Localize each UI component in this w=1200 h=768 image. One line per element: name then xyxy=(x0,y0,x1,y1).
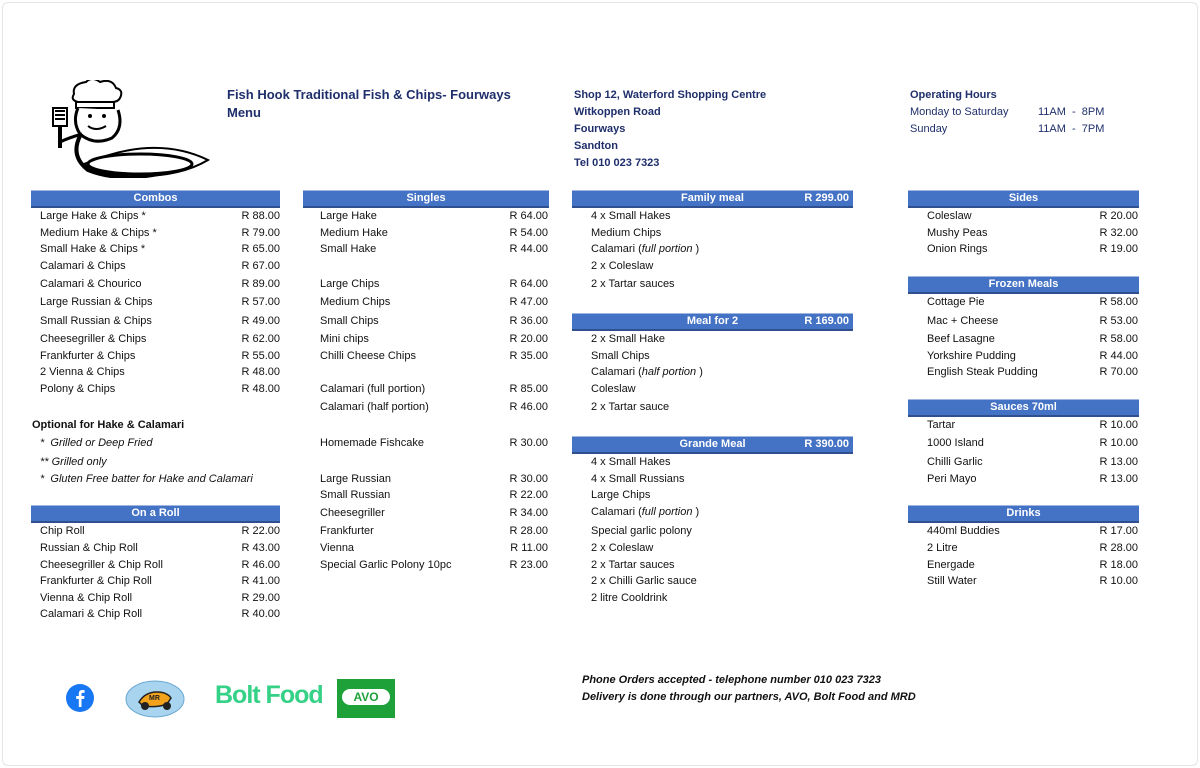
phone-line: Tel 010 023 7323 xyxy=(574,157,660,169)
meal-item: 2 x Tartar sauce xyxy=(591,401,670,413)
facebook-icon[interactable] xyxy=(65,683,95,713)
meal-item: 4 x Small Hakes xyxy=(591,456,671,468)
meal-item: 2 x Small Hake xyxy=(591,333,665,345)
hours-time: 11AM - 8PM xyxy=(1038,106,1105,118)
restaurant-header xyxy=(227,86,511,122)
menu-subtitle: Menu xyxy=(227,105,261,120)
address-line: Witkoppen Road xyxy=(574,106,661,118)
bolt-food-logo[interactable] xyxy=(215,681,323,710)
meal-item: Special garlic polony xyxy=(591,525,692,537)
singles-header: Singles xyxy=(303,190,549,206)
restaurant-title: Fish Hook Traditional Fish & Chips- Fourways xyxy=(227,87,511,102)
svg-text:MR: MR xyxy=(149,695,160,702)
meal-item: 2 x Coleslaw xyxy=(591,542,654,554)
address-line: Shop 12, Waterford Shopping Centre xyxy=(574,89,767,101)
meal-for-2-header: Meal for 2 R 169.00 xyxy=(572,313,853,329)
sauces-header: Sauces 70ml xyxy=(908,399,1139,415)
meal-item: Coleslaw xyxy=(591,383,636,395)
sides-header: Sides xyxy=(908,190,1139,206)
mrd-logo[interactable] xyxy=(125,680,185,718)
meal-item: Large Chips xyxy=(591,489,651,501)
meal-item: 2 x Chilli Garlic sauce xyxy=(591,575,697,587)
drinks-header: Drinks xyxy=(908,505,1139,521)
hours-days: Sunday xyxy=(910,123,948,135)
hours-days: Monday to Saturday xyxy=(910,106,1009,118)
address-line: Sandton xyxy=(574,140,618,152)
optional-title: Optional for Hake & Calamari xyxy=(32,419,185,431)
meal-item: 2 x Coleslaw xyxy=(591,260,654,272)
meal-item: Calamari (half portion ) xyxy=(591,366,703,378)
chef-fish-logo xyxy=(48,80,210,178)
avo-logo[interactable] xyxy=(337,679,395,718)
frozen-meals-header: Frozen Meals xyxy=(908,276,1139,292)
bolt-food-text: Bolt Food xyxy=(215,681,323,709)
address-block xyxy=(574,87,766,172)
address-line: Fourways xyxy=(574,123,626,135)
avo-text: AVO xyxy=(342,689,390,705)
optional-note: * Gluten Free batter for Hake and Calamari xyxy=(40,473,253,485)
meal-item: 4 x Small Russians xyxy=(591,473,685,485)
on-a-roll-header: On a Roll xyxy=(31,505,280,521)
hours-title: Operating Hours xyxy=(910,89,997,101)
combos-header: Combos xyxy=(31,190,280,206)
meal-item: 4 x Small Hakes xyxy=(591,210,671,222)
operating-hours xyxy=(910,87,1110,138)
hours-time: 11AM - 7PM xyxy=(1038,123,1105,135)
optional-note: * Grilled or Deep Fried xyxy=(40,437,153,449)
phone-orders-note: Phone Orders accepted - telephone number 010 023 7323 xyxy=(582,674,881,686)
family-meal-header: Family meal R 299.00 xyxy=(572,190,853,206)
meal-item: Small Chips xyxy=(591,350,650,362)
meal-item: Calamari (full portion ) xyxy=(591,243,700,255)
grande-meal-header: Grande Meal R 390.00 xyxy=(572,436,853,452)
meal-item: Medium Chips xyxy=(591,227,662,239)
optional-note: ** Grilled only xyxy=(40,456,107,468)
delivery-note: Delivery is done through our partners, AVO, Bolt Food and MRD xyxy=(582,691,916,703)
meal-item: 2 litre Cooldrink xyxy=(591,592,668,604)
meal-item: 2 x Tartar sauces xyxy=(591,278,675,290)
meal-item: 2 x Tartar sauces xyxy=(591,559,675,571)
meal-item: Calamari (full portion ) xyxy=(591,506,700,518)
